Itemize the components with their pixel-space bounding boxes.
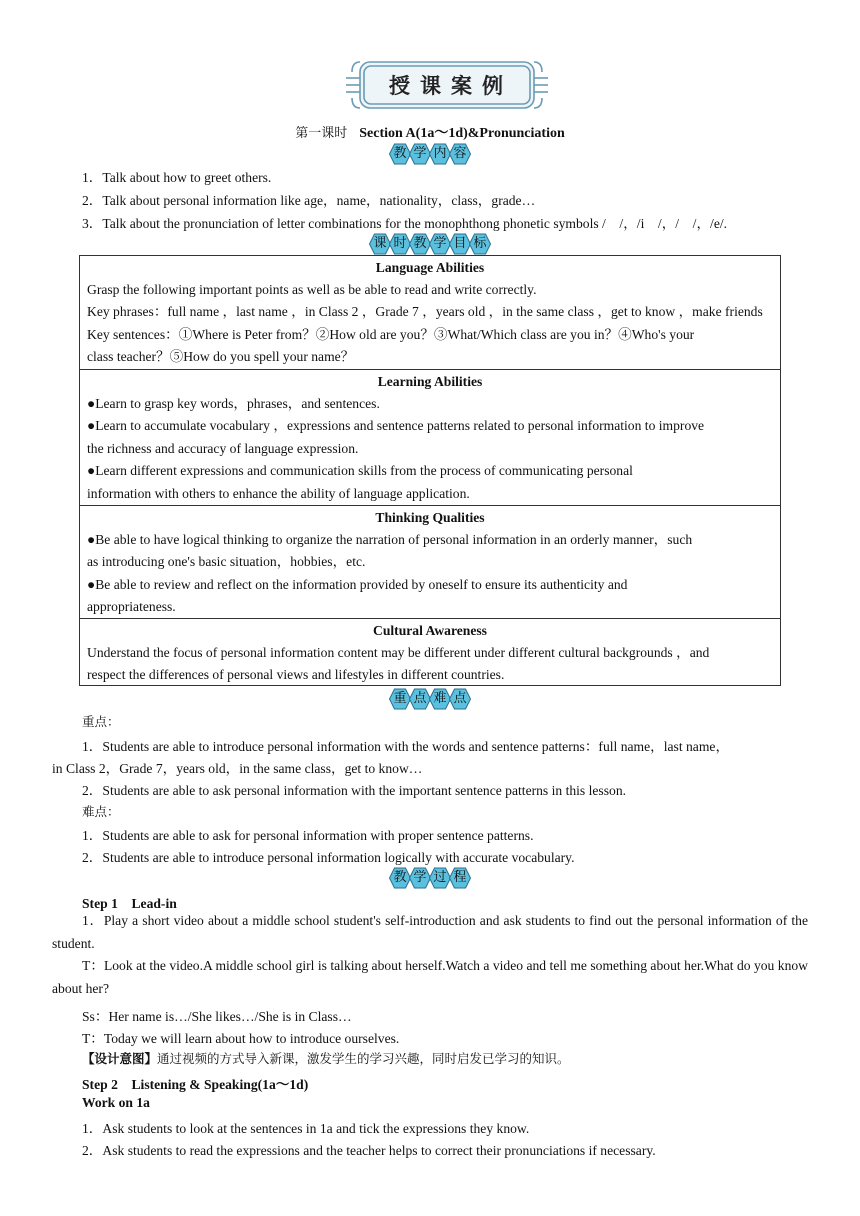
objective-line: appropriateness.: [87, 599, 176, 614]
hex-char: 标: [473, 236, 487, 251]
objective-line: as introducing one's basic situation，hobbies，etc.: [87, 554, 366, 569]
lesson-section: Section A(1a～1d)&Pronunciation: [359, 126, 565, 141]
hex-label-char: [449, 867, 471, 889]
hex-label-char: [469, 233, 491, 255]
hex-char: 学: [433, 236, 447, 251]
focus-label: 重点：: [82, 714, 120, 729]
objective-line: class teacher？⑤How do you spell your name？: [87, 349, 355, 364]
hex-label-char: [369, 233, 391, 255]
objective-thinking: [80, 506, 780, 619]
hex-char: 容: [453, 146, 467, 161]
difficulty-item-2: 2．Students are able to introduce personal information logically with accurate vocabulary.: [82, 850, 575, 865]
objective-line: ●Be able to review and reflect on the information provided by oneself to ensure its authenticity and: [87, 576, 628, 592]
hex-label-char: [449, 233, 471, 255]
difficulty-item-1: 1．Students are able to ask for personal information with proper sentence patterns.: [82, 828, 534, 843]
hex-char: 过: [433, 870, 447, 885]
banner-title: 授课案例: [389, 74, 513, 98]
hex-label-char: [429, 688, 451, 710]
hex-label-char: [429, 233, 451, 255]
section-label-content: [0, 143, 860, 165]
hex-label-char: [409, 867, 431, 889]
hex-char: 教: [393, 870, 407, 885]
objective-line: respect the differences of personal views and lifestyles in different countries.: [87, 667, 505, 682]
focus-item-1: 1．Students are able to introduce personal information with the words and sentence patterns：full name，last name，: [82, 739, 730, 754]
objective-learning: [80, 370, 780, 506]
objective-line: ●Learn different expressions and communication skills from the process of communicating personal: [87, 463, 633, 478]
step1-text: 1．Play a short video about a middle school student's self-introduction and ask students to find out the personal information of the student.: [52, 913, 808, 951]
step1-teacher-2: T：Today we will learn about how to introduce ourselves.: [82, 1031, 400, 1046]
step2-title: Step 2 Listening & Speaking(1a～1d): [82, 1077, 309, 1092]
hex-label-char: [389, 233, 411, 255]
objective-line: information with others to enhance the ability of language application.: [87, 485, 470, 501]
work-on-1a: Work on 1a: [82, 1095, 150, 1110]
objective-line: Grasp the following important points as well as be able to read and write correctly.: [87, 281, 537, 297]
objective-line: ●Learn to accumulate vocabulary ，expressions and sentence patterns related to personal information to improve: [87, 418, 705, 433]
hex-label-char: [409, 233, 431, 255]
hex-label-char: [389, 688, 411, 710]
hex-char: 内: [433, 146, 447, 161]
objective-cultural: [80, 619, 780, 685]
step1-title: Step 1 Lead-in: [82, 896, 177, 911]
hex-char: 点: [453, 691, 467, 706]
objective-line: Understand the focus of personal information content may be different under different cultural backgrounds ，and: [87, 644, 710, 660]
objective-language: [80, 256, 780, 370]
work-item-2: 2．Ask students to read the expressions and the teacher helps to correct their pronunciations if necessary.: [82, 1143, 656, 1158]
hex-char: 点: [413, 691, 427, 706]
hex-label-char: [449, 143, 471, 165]
hex-char: 教: [393, 146, 407, 161]
objective-line: Key phrases：full name ，last name ，in Class 2 ，Grade 7 ，years old ，in the same class ，get to know ，make friends: [87, 304, 763, 319]
objective-heading: Thinking Qualities: [375, 510, 485, 525]
hex-char: 难: [433, 691, 447, 706]
step1-paragraph: [52, 910, 808, 955]
objective-heading: Learning Abilities: [377, 374, 483, 389]
design-text: 通过视频的方式导入新课，激发学生的学习兴趣，同时启发已学习的知识。: [157, 1051, 570, 1066]
design-intent: [82, 1049, 570, 1067]
objective-line: ●Be able to have logical thinking to organize the narration of personal information in an orderly manner，such: [87, 531, 693, 547]
hex-label-char: [449, 688, 471, 710]
hex-label-char: [429, 867, 451, 889]
hex-char: 程: [453, 870, 467, 885]
hex-label-char: [389, 143, 411, 165]
work-item-1: 1．Ask students to look at the sentences in 1a and tick the expressions they know.: [82, 1121, 530, 1136]
hex-char: 学: [413, 870, 427, 885]
objectives-table: [79, 255, 781, 686]
hex-label-char: [389, 867, 411, 889]
objective-line: the richness and accuracy of language expression.: [87, 440, 359, 456]
objective-line: ●Learn to grasp key words，phrases，and sentences.: [87, 395, 380, 411]
design-label: 【设计意图】: [82, 1051, 158, 1066]
section-label-process: [0, 867, 860, 889]
section-label-key-points: [0, 688, 860, 710]
hex-label-char: [429, 143, 451, 165]
objective-heading: Language Abilities: [375, 260, 485, 275]
header-banner: [344, 56, 550, 114]
hex-label-char: [409, 688, 431, 710]
hex-char: 时: [393, 236, 407, 251]
focus-item-2: 2．Students are able to ask personal information with the important sentence patterns in this lesson.: [82, 783, 627, 798]
content-item-3: 3．Talk about the pronunciation of letter combinations for the monophthong phonetic symbols / /，/i /，/ /，/e/.: [82, 216, 728, 231]
hex-char: 教: [413, 236, 427, 251]
objective-heading: Cultural Awareness: [373, 623, 487, 638]
hex-char: 目: [453, 236, 467, 251]
hex-char: 学: [413, 146, 427, 161]
content-item-2: 2．Talk about personal information like age，name，nationality，class，grade…: [82, 193, 536, 208]
content-item-1: 1．Talk about how to greet others.: [82, 170, 272, 185]
difficulty-label: 难点：: [82, 804, 120, 819]
lesson-title: [0, 122, 860, 142]
teacher-line: T：Look at the video.A middle school girl is talking about herself.Watch a video and tell me something about her.What do you know about her?: [52, 958, 808, 996]
section-label-objectives: [0, 233, 860, 255]
focus-item-1-cont: in Class 2，Grade 7，years old，in the same class，get to know…: [52, 761, 423, 776]
hex-label-char: [409, 143, 431, 165]
step1-students: Ss：Her name is…/She likes…/She is in Class…: [82, 1009, 352, 1024]
objective-line: Key sentences：①Where is Peter from？②How old are you？③What/Which class are you in？④Who's your: [87, 326, 695, 342]
hex-char: 重: [393, 691, 407, 706]
step1-teacher: [52, 955, 808, 1000]
hex-char: 课: [373, 236, 387, 251]
lesson-number: 第一课时: [295, 126, 348, 141]
